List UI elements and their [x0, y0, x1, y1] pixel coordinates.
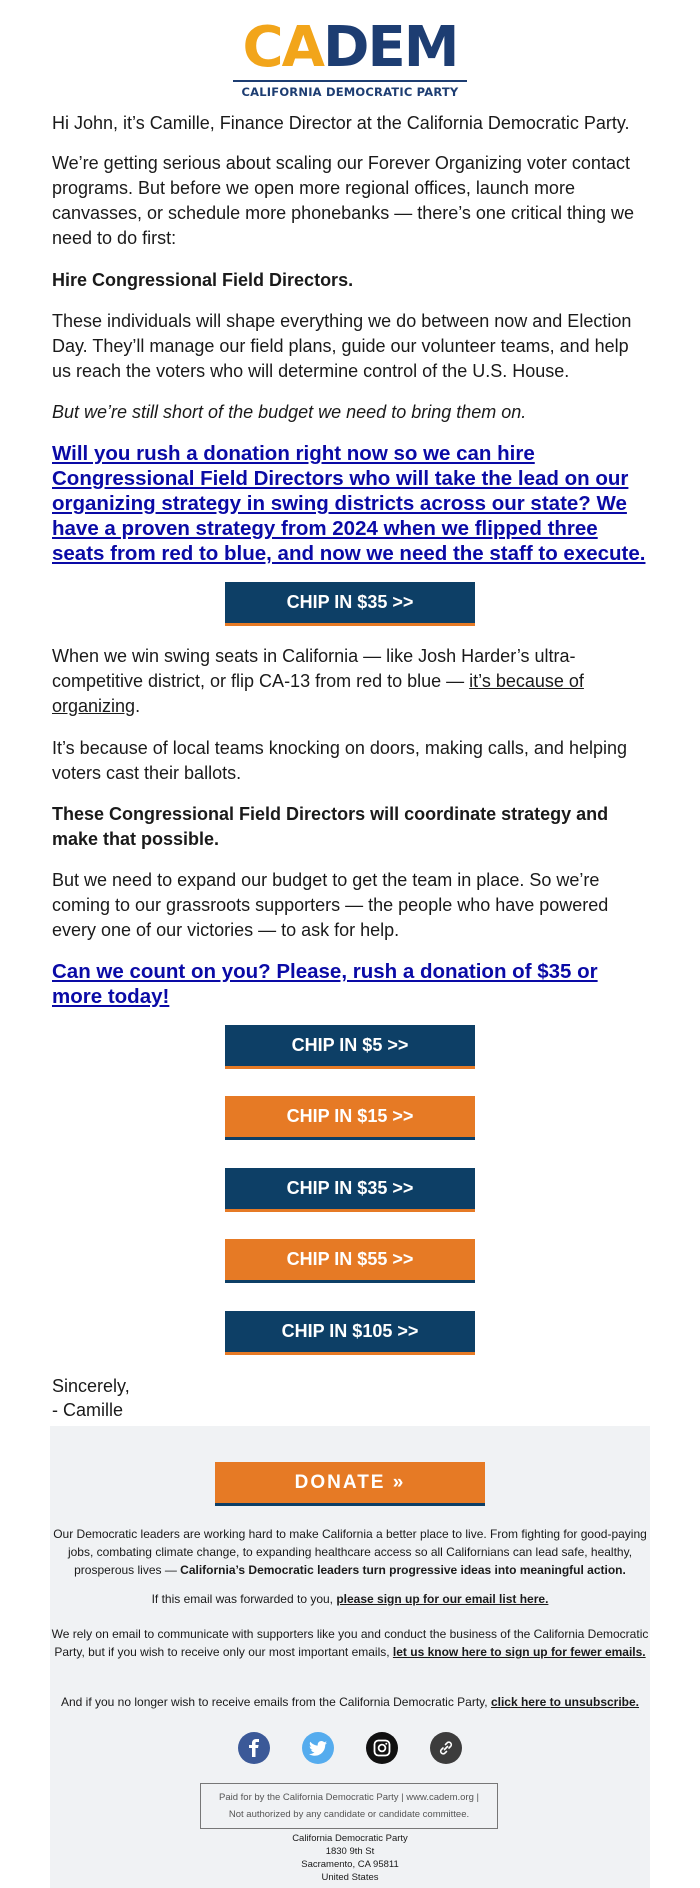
paid-for-disclaimer — [200, 1783, 498, 1829]
footer-email-main: We rely on email to communicate with supporters like you and conduct the business of the California Democratic Party, but if you wish to receive only our most important emails, — [51, 1627, 649, 1659]
logo-dem: DEM — [322, 15, 458, 80]
chip-in-35-button[interactable]: CHIP IN $35 >> — [225, 1168, 475, 1212]
facebook-icon[interactable] — [238, 1732, 270, 1764]
footer-mission-main: Our Democratic leaders are working hard to make California a better place to live. From fighting for good-paying jobs, combating climate change, to expanding healthcare access so all Californians can lead safe, healthy, prosperous lives — — [53, 1527, 647, 1577]
paragraph-coordinate: These Congressional Field Directors will coordinate strategy and make that possible. — [52, 804, 609, 849]
paragraph-hire: Hire Congressional Field Directors. — [52, 270, 354, 290]
unsubscribe-link[interactable]: click here to unsubscribe. — [490, 1695, 640, 1709]
mailing-address — [50, 1832, 650, 1884]
donate-button[interactable]: DONATE » — [215, 1462, 485, 1506]
link-icon[interactable] — [430, 1732, 462, 1764]
chip-in-105-button[interactable]: CHIP IN $105 >> — [225, 1311, 475, 1355]
footer — [50, 1426, 650, 1888]
footer-email-text — [50, 1625, 650, 1661]
paragraph-budget: But we’re still short of the budget we need to bring them on. — [52, 402, 527, 422]
logo-rule — [233, 80, 467, 82]
address-line-3: Sacramento, CA 95811 — [301, 1859, 399, 1870]
signoff: Sincerely, — [52, 1376, 130, 1396]
logo-ca: CA — [242, 15, 323, 80]
paragraph-intro: We’re getting serious about scaling our Forever Organizing voter contact programs. But before we open more regional offices, launch more canvasses, or schedule more phonebanks — there’s one critical thing we need to do first: — [52, 153, 634, 248]
logo-wordmark — [0, 15, 700, 80]
instagram-icon[interactable] — [366, 1732, 398, 1764]
cadem-logo[interactable] — [0, 15, 700, 99]
footer-unsubscribe-main: And if you no longer wish to receive emails from the California Democratic Party, — [60, 1695, 491, 1709]
greeting: Hi John, it’s Camille, Finance Director at the California Democratic Party. — [52, 113, 630, 133]
footer-unsubscribe-text — [50, 1693, 650, 1711]
paragraph-expand-budget: But we need to expand our budget to get the team in place. So we’re coming to our grassroots supporters — the people who have powered every one of our victories — to ask for help. — [52, 870, 609, 940]
footer-mission-text — [50, 1525, 650, 1579]
paragraph-local-teams: It’s because of local teams knocking on doors, making calls, and helping voters cast their ballots. — [52, 738, 627, 783]
donation-ask-link-2[interactable]: Can we count on you? Please, rush a donation of $35 or more today! — [52, 960, 598, 1008]
social-links — [50, 1732, 650, 1764]
twitter-icon[interactable] — [302, 1732, 334, 1764]
paid-for-line-1: Paid for by the California Democratic Party | www.cadem.org | — [219, 1792, 479, 1803]
signature: - Camille — [52, 1400, 124, 1420]
paragraph-individuals: These individuals will shape everything we do between now and Election Day. They’ll manage our field plans, guide our volunteer teams, and help us reach the voters who will determine control of the U.S. House. — [52, 311, 632, 381]
swing-seats-text: When we win swing seats in California — like Josh Harder’s ultra-competitive district, or flip CA-13 from red to blue — — [52, 646, 576, 691]
swing-seats-end: . — [135, 696, 141, 716]
signup-link[interactable]: please sign up for our email list here. — [336, 1592, 549, 1606]
chip-in-15-button[interactable]: CHIP IN $15 >> — [225, 1096, 475, 1140]
chip-in-35-button-main[interactable]: CHIP IN $35 >> — [225, 582, 475, 626]
logo-subtitle: CALIFORNIA DEMOCRATIC PARTY — [241, 85, 459, 99]
footer-forwarded-text — [50, 1590, 650, 1608]
chip-in-5-button[interactable]: CHIP IN $5 >> — [225, 1025, 475, 1069]
address-line-1: California Democratic Party — [292, 1833, 408, 1844]
donation-ask-link-1[interactable]: Will you rush a donation right now so we can hire Congressional Field Directors who will take the lead on our organizing strategy in swing districts across our state? We have a proven strategy from 2024 when we flipped three seats from red to blue, and now we need the staff to execute. — [52, 442, 646, 565]
fewer-emails-link[interactable]: let us know here to sign up for fewer emails. — [392, 1645, 646, 1659]
organizing-link[interactable]: it’s because of organizing — [52, 671, 584, 716]
paragraph-swing-seats — [52, 644, 650, 719]
address-line-4: United States — [321, 1872, 379, 1883]
footer-forwarded-main: If this email was forwarded to you, — [151, 1592, 337, 1606]
footer-mission-bold: California’s Democratic leaders turn progressive ideas into meaningful action. — [180, 1563, 626, 1577]
chip-in-55-button[interactable]: CHIP IN $55 >> — [225, 1239, 475, 1283]
paid-for-line-2: Not authorized by any candidate or candidate committee. — [228, 1809, 470, 1820]
address-line-2: 1830 9th St — [325, 1846, 375, 1857]
